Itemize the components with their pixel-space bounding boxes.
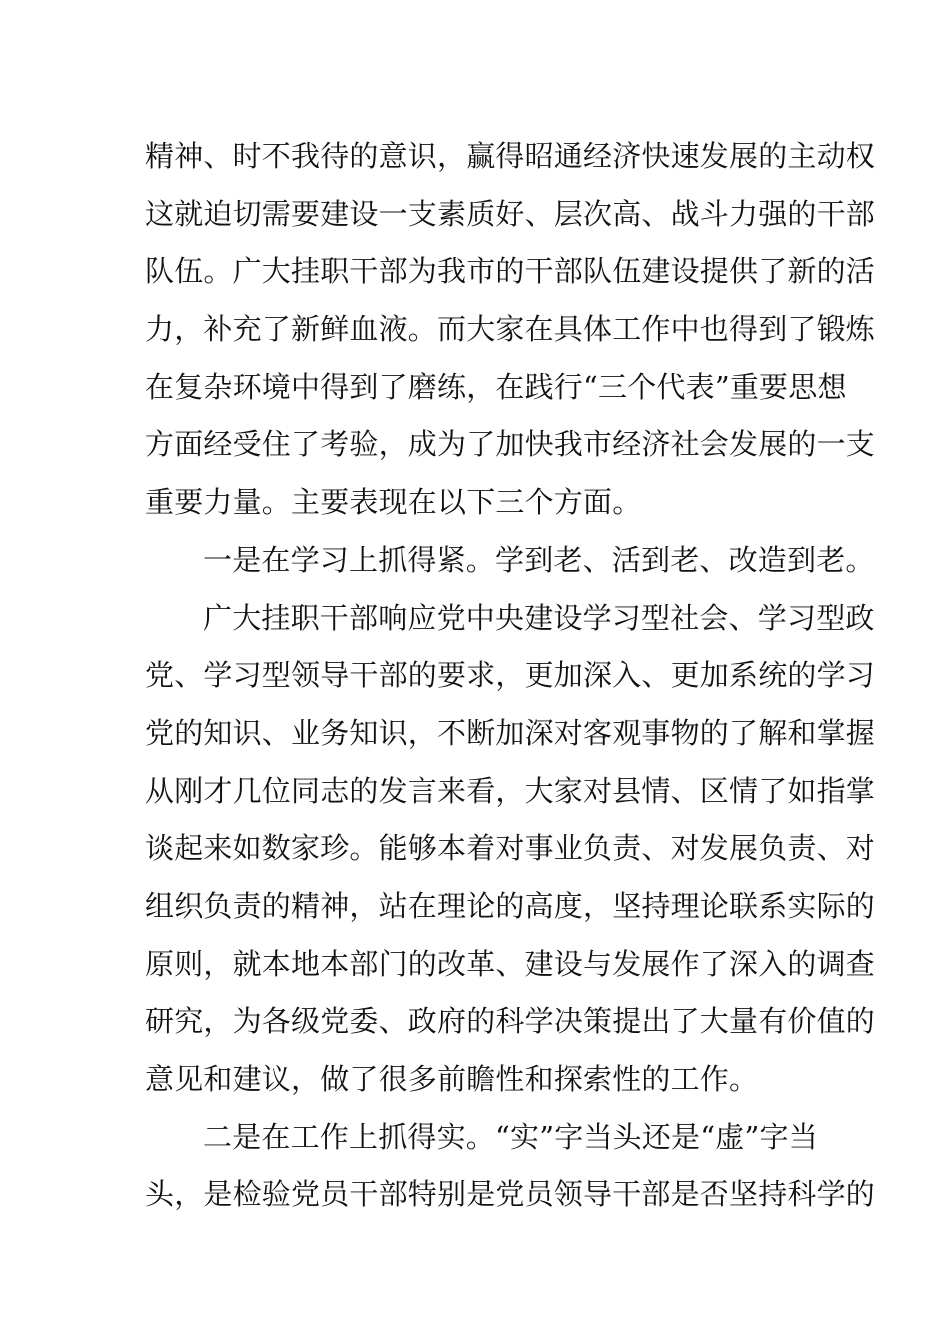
text-line: 队伍。广大挂职干部为我市的干部队伍建设提供了新的活 xyxy=(145,254,876,289)
text-line: 研究，为各级党委、政府的科学决策提出了大量有价值的 xyxy=(145,1004,876,1039)
text-line: 党、学习型领导干部的要求，更加深入、更加系统的学习 xyxy=(145,658,876,693)
text-line: 方面经受住了考验，成为了加快我市经济社会发展的一支 xyxy=(145,427,876,462)
text-line: 组织负责的精神，站在理论的高度，坚持理论联系实际的 xyxy=(145,888,876,923)
text-line: 这就迫切需要建设一支素质好、层次高、战斗力强的干部 xyxy=(145,196,876,231)
text-line: 广大挂职干部响应党中央建设学习型社会、学习型政 xyxy=(203,600,875,635)
text-line: 从刚才几位同志的发言来看，大家对县情、区情了如指掌 xyxy=(145,773,876,808)
body-text xyxy=(145,128,876,1224)
text-line: 党的知识、业务知识，不断加深对客观事物的了解和掌握 xyxy=(145,715,876,750)
text-line: 力，补充了新鲜血液。而大家在具体工作中也得到了锻炼 xyxy=(145,312,876,347)
text-line: 意见和建议，做了很多前瞻性和探索性的工作。 xyxy=(145,1062,759,1096)
text-line: 精神、时不我待的意识，赢得昭通经济快速发展的主动权 xyxy=(145,139,876,173)
text-line: 重要力量。主要表现在以下三个方面。 xyxy=(145,485,642,520)
text-line: 原则，就本地本部门的改革、建设与发展作了深入的调查 xyxy=(145,946,876,981)
text-line: 二是在工作上抓得实。“实”字当头还是“虚”字当 xyxy=(203,1119,818,1154)
text-line: 一是在学习上抓得紧。学到老、活到老、改造到老。 xyxy=(203,542,875,577)
text-line: 谈起来如数家珍。能够本着对事业负责、对发展负责、对 xyxy=(145,831,876,866)
text-line: 在复杂环境中得到了磨练，在践行“三个代表”重要思想 xyxy=(145,369,847,404)
text-line: 头，是检验党员干部特别是党员领导干部是否坚持科学的 xyxy=(145,1177,876,1212)
